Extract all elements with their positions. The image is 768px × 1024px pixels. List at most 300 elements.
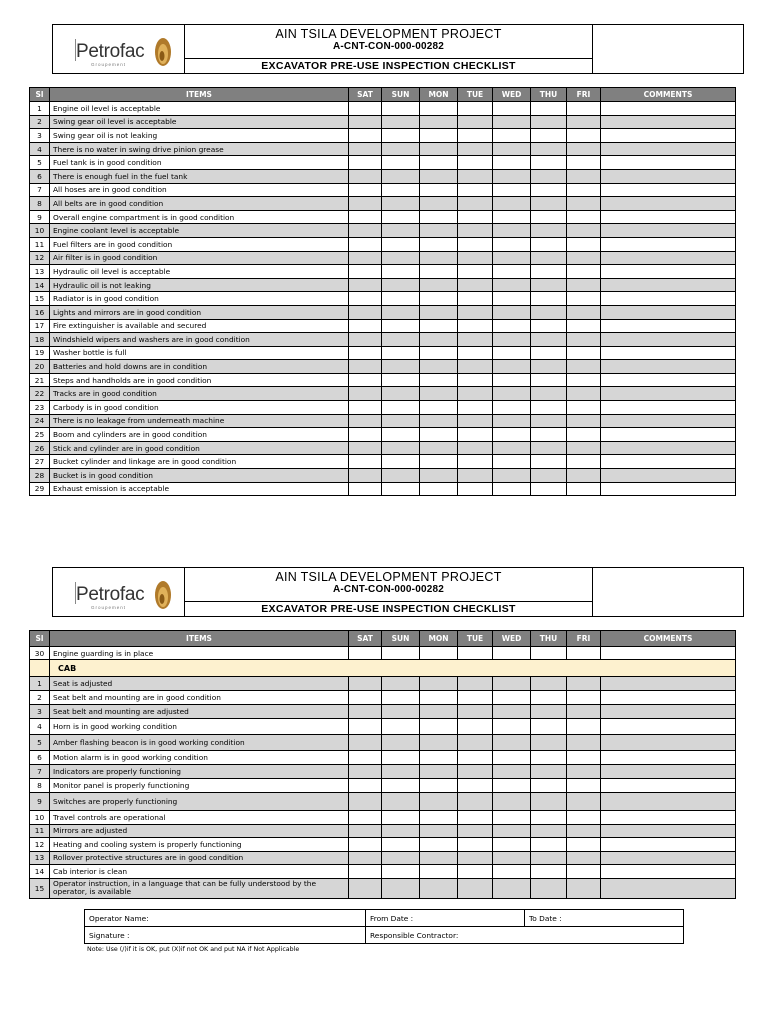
wed-check-cell[interactable]: [493, 750, 531, 764]
tue-check-cell[interactable]: [458, 482, 493, 496]
mon-check-cell[interactable]: [420, 360, 458, 374]
thu-check-cell[interactable]: [531, 169, 567, 183]
mon-check-cell[interactable]: [420, 824, 458, 837]
wed-check-cell[interactable]: [493, 346, 531, 360]
thu-check-cell[interactable]: [531, 428, 567, 442]
mon-check-cell[interactable]: [420, 441, 458, 455]
sat-check-cell[interactable]: [349, 414, 382, 428]
tue-check-cell[interactable]: [458, 237, 493, 251]
thu-check-cell[interactable]: [531, 734, 567, 750]
mon-check-cell[interactable]: [420, 333, 458, 347]
sun-check-cell[interactable]: [382, 183, 420, 197]
thu-check-cell[interactable]: [531, 237, 567, 251]
comments-check-cell[interactable]: [601, 441, 736, 455]
wed-check-cell[interactable]: [493, 810, 531, 824]
thu-check-cell[interactable]: [531, 278, 567, 292]
mon-check-cell[interactable]: [420, 346, 458, 360]
tue-check-cell[interactable]: [458, 387, 493, 401]
sun-check-cell[interactable]: [382, 360, 420, 374]
wed-check-cell[interactable]: [493, 878, 531, 898]
comments-check-cell[interactable]: [601, 764, 736, 778]
thu-check-cell[interactable]: [531, 387, 567, 401]
thu-check-cell[interactable]: [531, 441, 567, 455]
sun-check-cell[interactable]: [382, 764, 420, 778]
sat-check-cell[interactable]: [349, 373, 382, 387]
fri-check-cell[interactable]: [567, 778, 601, 792]
wed-check-cell[interactable]: [493, 414, 531, 428]
thu-check-cell[interactable]: [531, 792, 567, 810]
sun-check-cell[interactable]: [382, 251, 420, 265]
wed-check-cell[interactable]: [493, 156, 531, 170]
fri-check-cell[interactable]: [567, 837, 601, 851]
sun-check-cell[interactable]: [382, 810, 420, 824]
thu-check-cell[interactable]: [531, 333, 567, 347]
tue-check-cell[interactable]: [458, 778, 493, 792]
thu-check-cell[interactable]: [531, 115, 567, 129]
thu-check-cell[interactable]: [531, 677, 567, 691]
tue-check-cell[interactable]: [458, 360, 493, 374]
sat-check-cell[interactable]: [349, 851, 382, 864]
mon-check-cell[interactable]: [420, 864, 458, 878]
wed-check-cell[interactable]: [493, 237, 531, 251]
thu-check-cell[interactable]: [531, 251, 567, 265]
comments-check-cell[interactable]: [601, 319, 736, 333]
sun-check-cell[interactable]: [382, 305, 420, 319]
comments-check-cell[interactable]: [601, 102, 736, 116]
tue-check-cell[interactable]: [458, 441, 493, 455]
thu-check-cell[interactable]: [531, 764, 567, 778]
wed-check-cell[interactable]: [493, 677, 531, 691]
fri-check-cell[interactable]: [567, 346, 601, 360]
sun-check-cell[interactable]: [382, 169, 420, 183]
tue-check-cell[interactable]: [458, 455, 493, 469]
mon-check-cell[interactable]: [420, 878, 458, 898]
wed-check-cell[interactable]: [493, 704, 531, 718]
thu-check-cell[interactable]: [531, 183, 567, 197]
sun-check-cell[interactable]: [382, 778, 420, 792]
sat-check-cell[interactable]: [349, 237, 382, 251]
tue-check-cell[interactable]: [458, 129, 493, 143]
thu-check-cell[interactable]: [531, 810, 567, 824]
sun-check-cell[interactable]: [382, 734, 420, 750]
comments-check-cell[interactable]: [601, 851, 736, 864]
thu-check-cell[interactable]: [531, 401, 567, 415]
sun-check-cell[interactable]: [382, 224, 420, 238]
sun-check-cell[interactable]: [382, 102, 420, 116]
tue-check-cell[interactable]: [458, 428, 493, 442]
tue-check-cell[interactable]: [458, 647, 493, 660]
fri-check-cell[interactable]: [567, 750, 601, 764]
tue-check-cell[interactable]: [458, 265, 493, 279]
mon-check-cell[interactable]: [420, 197, 458, 211]
fri-check-cell[interactable]: [567, 183, 601, 197]
mon-check-cell[interactable]: [420, 810, 458, 824]
comments-check-cell[interactable]: [601, 778, 736, 792]
mon-check-cell[interactable]: [420, 704, 458, 718]
sun-check-cell[interactable]: [382, 237, 420, 251]
responsible-contractor-field[interactable]: Responsible Contractor:: [366, 927, 684, 944]
tue-check-cell[interactable]: [458, 864, 493, 878]
sun-check-cell[interactable]: [382, 792, 420, 810]
comments-check-cell[interactable]: [601, 810, 736, 824]
tue-check-cell[interactable]: [458, 837, 493, 851]
comments-check-cell[interactable]: [601, 469, 736, 483]
mon-check-cell[interactable]: [420, 401, 458, 415]
sat-check-cell[interactable]: [349, 718, 382, 734]
fri-check-cell[interactable]: [567, 428, 601, 442]
tue-check-cell[interactable]: [458, 677, 493, 691]
thu-check-cell[interactable]: [531, 142, 567, 156]
fri-check-cell[interactable]: [567, 864, 601, 878]
comments-check-cell[interactable]: [601, 792, 736, 810]
fri-check-cell[interactable]: [567, 265, 601, 279]
tue-check-cell[interactable]: [458, 142, 493, 156]
comments-check-cell[interactable]: [601, 387, 736, 401]
fri-check-cell[interactable]: [567, 824, 601, 837]
wed-check-cell[interactable]: [493, 792, 531, 810]
tue-check-cell[interactable]: [458, 704, 493, 718]
sun-check-cell[interactable]: [382, 469, 420, 483]
thu-check-cell[interactable]: [531, 718, 567, 734]
thu-check-cell[interactable]: [531, 482, 567, 496]
sat-check-cell[interactable]: [349, 690, 382, 704]
sat-check-cell[interactable]: [349, 129, 382, 143]
thu-check-cell[interactable]: [531, 647, 567, 660]
mon-check-cell[interactable]: [420, 428, 458, 442]
comments-check-cell[interactable]: [601, 129, 736, 143]
tue-check-cell[interactable]: [458, 346, 493, 360]
sat-check-cell[interactable]: [349, 428, 382, 442]
thu-check-cell[interactable]: [531, 373, 567, 387]
sat-check-cell[interactable]: [349, 305, 382, 319]
sat-check-cell[interactable]: [349, 455, 382, 469]
comments-check-cell[interactable]: [601, 677, 736, 691]
fri-check-cell[interactable]: [567, 115, 601, 129]
tue-check-cell[interactable]: [458, 734, 493, 750]
fri-check-cell[interactable]: [567, 156, 601, 170]
fri-check-cell[interactable]: [567, 387, 601, 401]
tue-check-cell[interactable]: [458, 414, 493, 428]
thu-check-cell[interactable]: [531, 305, 567, 319]
comments-check-cell[interactable]: [601, 718, 736, 734]
fri-check-cell[interactable]: [567, 401, 601, 415]
mon-check-cell[interactable]: [420, 319, 458, 333]
wed-check-cell[interactable]: [493, 169, 531, 183]
fri-check-cell[interactable]: [567, 878, 601, 898]
fri-check-cell[interactable]: [567, 319, 601, 333]
wed-check-cell[interactable]: [493, 441, 531, 455]
comments-check-cell[interactable]: [601, 115, 736, 129]
wed-check-cell[interactable]: [493, 647, 531, 660]
wed-check-cell[interactable]: [493, 373, 531, 387]
sun-check-cell[interactable]: [382, 387, 420, 401]
sat-check-cell[interactable]: [349, 734, 382, 750]
thu-check-cell[interactable]: [531, 360, 567, 374]
sun-check-cell[interactable]: [382, 851, 420, 864]
sat-check-cell[interactable]: [349, 346, 382, 360]
sun-check-cell[interactable]: [382, 441, 420, 455]
comments-check-cell[interactable]: [601, 878, 736, 898]
sat-check-cell[interactable]: [349, 169, 382, 183]
sat-check-cell[interactable]: [349, 864, 382, 878]
mon-check-cell[interactable]: [420, 102, 458, 116]
wed-check-cell[interactable]: [493, 129, 531, 143]
mon-check-cell[interactable]: [420, 750, 458, 764]
sat-check-cell[interactable]: [349, 210, 382, 224]
mon-check-cell[interactable]: [420, 142, 458, 156]
sat-check-cell[interactable]: [349, 704, 382, 718]
sat-check-cell[interactable]: [349, 102, 382, 116]
comments-check-cell[interactable]: [601, 428, 736, 442]
sat-check-cell[interactable]: [349, 142, 382, 156]
sun-check-cell[interactable]: [382, 647, 420, 660]
sat-check-cell[interactable]: [349, 251, 382, 265]
fri-check-cell[interactable]: [567, 373, 601, 387]
comments-check-cell[interactable]: [601, 704, 736, 718]
comments-check-cell[interactable]: [601, 690, 736, 704]
sat-check-cell[interactable]: [349, 878, 382, 898]
fri-check-cell[interactable]: [567, 237, 601, 251]
fri-check-cell[interactable]: [567, 455, 601, 469]
sat-check-cell[interactable]: [349, 469, 382, 483]
wed-check-cell[interactable]: [493, 387, 531, 401]
fri-check-cell[interactable]: [567, 469, 601, 483]
mon-check-cell[interactable]: [420, 690, 458, 704]
thu-check-cell[interactable]: [531, 346, 567, 360]
sun-check-cell[interactable]: [382, 292, 420, 306]
mon-check-cell[interactable]: [420, 265, 458, 279]
sun-check-cell[interactable]: [382, 878, 420, 898]
comments-check-cell[interactable]: [601, 482, 736, 496]
sun-check-cell[interactable]: [382, 482, 420, 496]
tue-check-cell[interactable]: [458, 401, 493, 415]
fri-check-cell[interactable]: [567, 851, 601, 864]
wed-check-cell[interactable]: [493, 401, 531, 415]
sun-check-cell[interactable]: [382, 278, 420, 292]
fri-check-cell[interactable]: [567, 718, 601, 734]
mon-check-cell[interactable]: [420, 482, 458, 496]
sun-check-cell[interactable]: [382, 690, 420, 704]
comments-check-cell[interactable]: [601, 183, 736, 197]
tue-check-cell[interactable]: [458, 718, 493, 734]
sun-check-cell[interactable]: [382, 265, 420, 279]
wed-check-cell[interactable]: [493, 251, 531, 265]
sat-check-cell[interactable]: [349, 824, 382, 837]
comments-check-cell[interactable]: [601, 210, 736, 224]
sun-check-cell[interactable]: [382, 401, 420, 415]
comments-check-cell[interactable]: [601, 292, 736, 306]
comments-check-cell[interactable]: [601, 360, 736, 374]
mon-check-cell[interactable]: [420, 718, 458, 734]
mon-check-cell[interactable]: [420, 156, 458, 170]
fri-check-cell[interactable]: [567, 647, 601, 660]
wed-check-cell[interactable]: [493, 319, 531, 333]
sun-check-cell[interactable]: [382, 455, 420, 469]
sun-check-cell[interactable]: [382, 333, 420, 347]
comments-check-cell[interactable]: [601, 837, 736, 851]
wed-check-cell[interactable]: [493, 718, 531, 734]
signature-field[interactable]: Signature :: [85, 927, 366, 944]
fri-check-cell[interactable]: [567, 690, 601, 704]
wed-check-cell[interactable]: [493, 851, 531, 864]
comments-check-cell[interactable]: [601, 169, 736, 183]
tue-check-cell[interactable]: [458, 851, 493, 864]
thu-check-cell[interactable]: [531, 265, 567, 279]
fri-check-cell[interactable]: [567, 197, 601, 211]
mon-check-cell[interactable]: [420, 237, 458, 251]
fri-check-cell[interactable]: [567, 102, 601, 116]
sat-check-cell[interactable]: [349, 360, 382, 374]
wed-check-cell[interactable]: [493, 837, 531, 851]
sat-check-cell[interactable]: [349, 792, 382, 810]
sat-check-cell[interactable]: [349, 837, 382, 851]
thu-check-cell[interactable]: [531, 102, 567, 116]
sat-check-cell[interactable]: [349, 319, 382, 333]
sun-check-cell[interactable]: [382, 837, 420, 851]
mon-check-cell[interactable]: [420, 734, 458, 750]
thu-check-cell[interactable]: [531, 156, 567, 170]
wed-check-cell[interactable]: [493, 428, 531, 442]
mon-check-cell[interactable]: [420, 373, 458, 387]
comments-check-cell[interactable]: [601, 197, 736, 211]
mon-check-cell[interactable]: [420, 305, 458, 319]
comments-check-cell[interactable]: [601, 237, 736, 251]
thu-check-cell[interactable]: [531, 455, 567, 469]
sun-check-cell[interactable]: [382, 210, 420, 224]
sun-check-cell[interactable]: [382, 718, 420, 734]
mon-check-cell[interactable]: [420, 414, 458, 428]
wed-check-cell[interactable]: [493, 224, 531, 238]
sat-check-cell[interactable]: [349, 482, 382, 496]
fri-check-cell[interactable]: [567, 677, 601, 691]
mon-check-cell[interactable]: [420, 292, 458, 306]
fri-check-cell[interactable]: [567, 129, 601, 143]
sat-check-cell[interactable]: [349, 224, 382, 238]
fri-check-cell[interactable]: [567, 482, 601, 496]
sat-check-cell[interactable]: [349, 197, 382, 211]
tue-check-cell[interactable]: [458, 690, 493, 704]
tue-check-cell[interactable]: [458, 750, 493, 764]
sat-check-cell[interactable]: [349, 278, 382, 292]
mon-check-cell[interactable]: [420, 169, 458, 183]
thu-check-cell[interactable]: [531, 224, 567, 238]
comments-check-cell[interactable]: [601, 265, 736, 279]
tue-check-cell[interactable]: [458, 319, 493, 333]
thu-check-cell[interactable]: [531, 864, 567, 878]
mon-check-cell[interactable]: [420, 837, 458, 851]
fri-check-cell[interactable]: [567, 224, 601, 238]
fri-check-cell[interactable]: [567, 251, 601, 265]
sun-check-cell[interactable]: [382, 677, 420, 691]
sun-check-cell[interactable]: [382, 864, 420, 878]
sat-check-cell[interactable]: [349, 647, 382, 660]
tue-check-cell[interactable]: [458, 878, 493, 898]
comments-check-cell[interactable]: [601, 734, 736, 750]
sat-check-cell[interactable]: [349, 183, 382, 197]
thu-check-cell[interactable]: [531, 414, 567, 428]
tue-check-cell[interactable]: [458, 210, 493, 224]
operator-name-field[interactable]: Operator Name:: [85, 910, 366, 927]
sat-check-cell[interactable]: [349, 333, 382, 347]
thu-check-cell[interactable]: [531, 778, 567, 792]
comments-check-cell[interactable]: [601, 156, 736, 170]
sat-check-cell[interactable]: [349, 156, 382, 170]
sun-check-cell[interactable]: [382, 750, 420, 764]
from-date-field[interactable]: From Date :: [366, 910, 525, 927]
thu-check-cell[interactable]: [531, 129, 567, 143]
fri-check-cell[interactable]: [567, 704, 601, 718]
wed-check-cell[interactable]: [493, 824, 531, 837]
wed-check-cell[interactable]: [493, 102, 531, 116]
mon-check-cell[interactable]: [420, 677, 458, 691]
fri-check-cell[interactable]: [567, 441, 601, 455]
comments-check-cell[interactable]: [601, 373, 736, 387]
wed-check-cell[interactable]: [493, 265, 531, 279]
mon-check-cell[interactable]: [420, 455, 458, 469]
sat-check-cell[interactable]: [349, 387, 382, 401]
tue-check-cell[interactable]: [458, 373, 493, 387]
comments-check-cell[interactable]: [601, 750, 736, 764]
wed-check-cell[interactable]: [493, 734, 531, 750]
sun-check-cell[interactable]: [382, 129, 420, 143]
tue-check-cell[interactable]: [458, 224, 493, 238]
tue-check-cell[interactable]: [458, 278, 493, 292]
thu-check-cell[interactable]: [531, 878, 567, 898]
sun-check-cell[interactable]: [382, 197, 420, 211]
wed-check-cell[interactable]: [493, 183, 531, 197]
mon-check-cell[interactable]: [420, 210, 458, 224]
sun-check-cell[interactable]: [382, 704, 420, 718]
tue-check-cell[interactable]: [458, 156, 493, 170]
tue-check-cell[interactable]: [458, 333, 493, 347]
sat-check-cell[interactable]: [349, 778, 382, 792]
sun-check-cell[interactable]: [382, 824, 420, 837]
comments-check-cell[interactable]: [601, 278, 736, 292]
comments-check-cell[interactable]: [601, 414, 736, 428]
fri-check-cell[interactable]: [567, 210, 601, 224]
thu-check-cell[interactable]: [531, 750, 567, 764]
comments-check-cell[interactable]: [601, 864, 736, 878]
mon-check-cell[interactable]: [420, 792, 458, 810]
comments-check-cell[interactable]: [601, 346, 736, 360]
tue-check-cell[interactable]: [458, 197, 493, 211]
thu-check-cell[interactable]: [531, 469, 567, 483]
fri-check-cell[interactable]: [567, 734, 601, 750]
mon-check-cell[interactable]: [420, 851, 458, 864]
tue-check-cell[interactable]: [458, 115, 493, 129]
tue-check-cell[interactable]: [458, 810, 493, 824]
sun-check-cell[interactable]: [382, 428, 420, 442]
mon-check-cell[interactable]: [420, 469, 458, 483]
sat-check-cell[interactable]: [349, 677, 382, 691]
sat-check-cell[interactable]: [349, 265, 382, 279]
thu-check-cell[interactable]: [531, 319, 567, 333]
to-date-field[interactable]: To Date :: [525, 910, 684, 927]
comments-check-cell[interactable]: [601, 251, 736, 265]
wed-check-cell[interactable]: [493, 197, 531, 211]
mon-check-cell[interactable]: [420, 764, 458, 778]
wed-check-cell[interactable]: [493, 469, 531, 483]
sun-check-cell[interactable]: [382, 142, 420, 156]
wed-check-cell[interactable]: [493, 292, 531, 306]
mon-check-cell[interactable]: [420, 251, 458, 265]
wed-check-cell[interactable]: [493, 778, 531, 792]
comments-check-cell[interactable]: [601, 401, 736, 415]
sat-check-cell[interactable]: [349, 441, 382, 455]
sat-check-cell[interactable]: [349, 750, 382, 764]
sun-check-cell[interactable]: [382, 373, 420, 387]
wed-check-cell[interactable]: [493, 482, 531, 496]
